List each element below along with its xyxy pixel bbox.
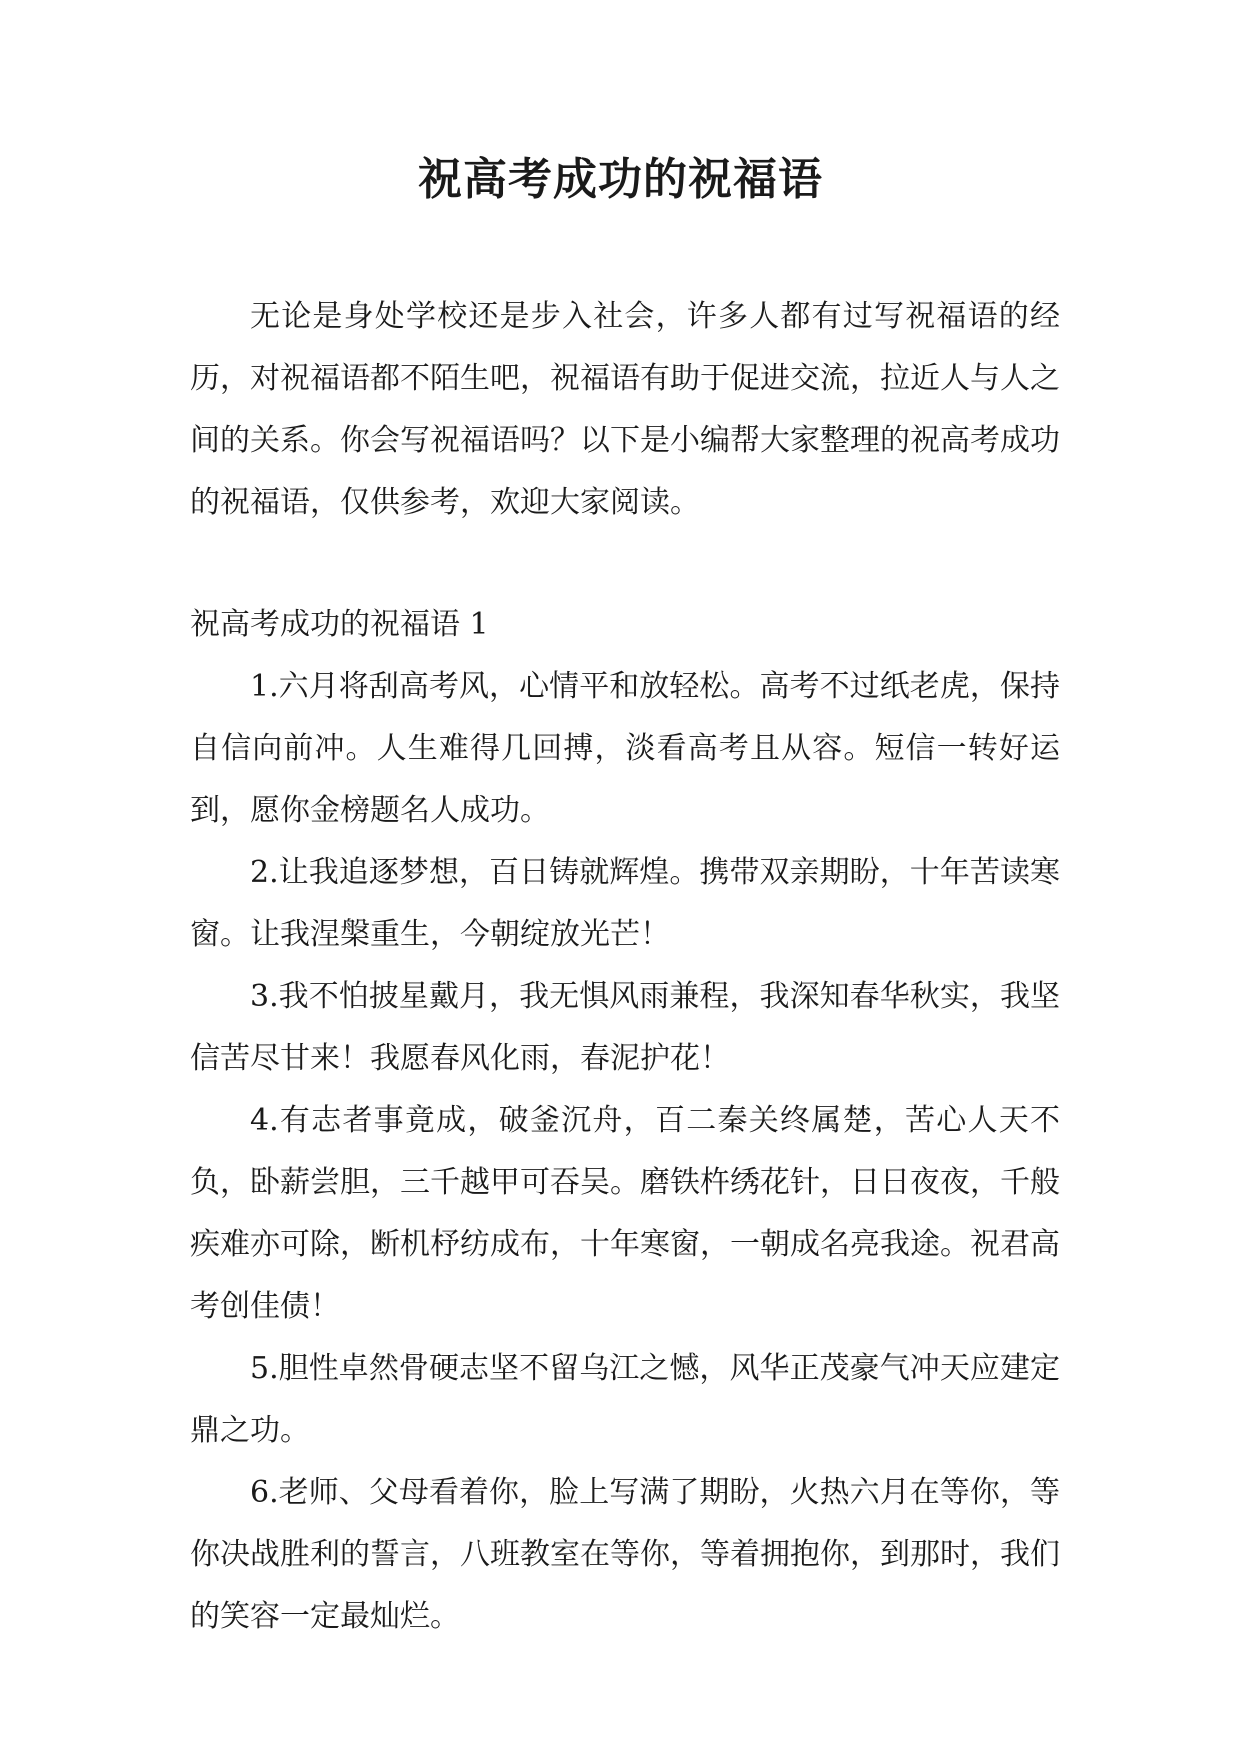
wish-item-6: 6.老师、父母看着你，脸上写满了期盼，火热六月在等你，等你决战胜利的誓言，八班教室在等你，等着拥抱你，到那时，我们的笑容一定最灿烂。 [190,1475,1060,1634]
wish-item-2: 2.让我追逐梦想，百日铸就辉煌。携带双亲期盼，十年苦读寒窗。让我涅槃重生，今朝绽放光芒！ [190,855,1060,952]
document-title: 祝高考成功的祝福语 [418,154,823,205]
section-heading: 祝高考成功的祝福语 1 [190,607,489,642]
document-body [190,286,1060,1648]
wish-item-5: 5.胆性卓然骨硬志坚不留乌江之憾，风华正茂豪气冲天应建定鼎之功。 [190,1351,1060,1448]
intro-paragraph: 无论是身处学校还是步入社会，许多人都有过写祝福语的经历，对祝福语都不陌生吧，祝福语有助于促进交流，拉近人与人之间的关系。你会写祝福语吗？以下是小编帮大家整理的祝高考成功的祝福语，仅供参考，欢迎大家阅读。 [190,299,1060,520]
wish-item-1: 1.六月将刮高考风，心情平和放轻松。高考不过纸老虎，保持自信向前冲。人生难得几回搏，淡看高考且从容。短信一转好运到，愿你金榜题名人成功。 [190,669,1060,828]
wish-item-4: 4.有志者事竟成，破釜沉舟，百二秦关终属楚，苦心人天不负，卧薪尝胆，三千越甲可吞吴。磨铁杵绣花针，日日夜夜，千般疾难亦可除，断机杼纺成布，十年寒窗，一朝成名亮我途。祝君高考创佳债！ [190,1103,1060,1324]
wish-item-3: 3.我不怕披星戴月，我无惧风雨兼程，我深知春华秋实，我坚信苦尽甘来！我愿春风化雨，春泥护花！ [190,979,1060,1076]
